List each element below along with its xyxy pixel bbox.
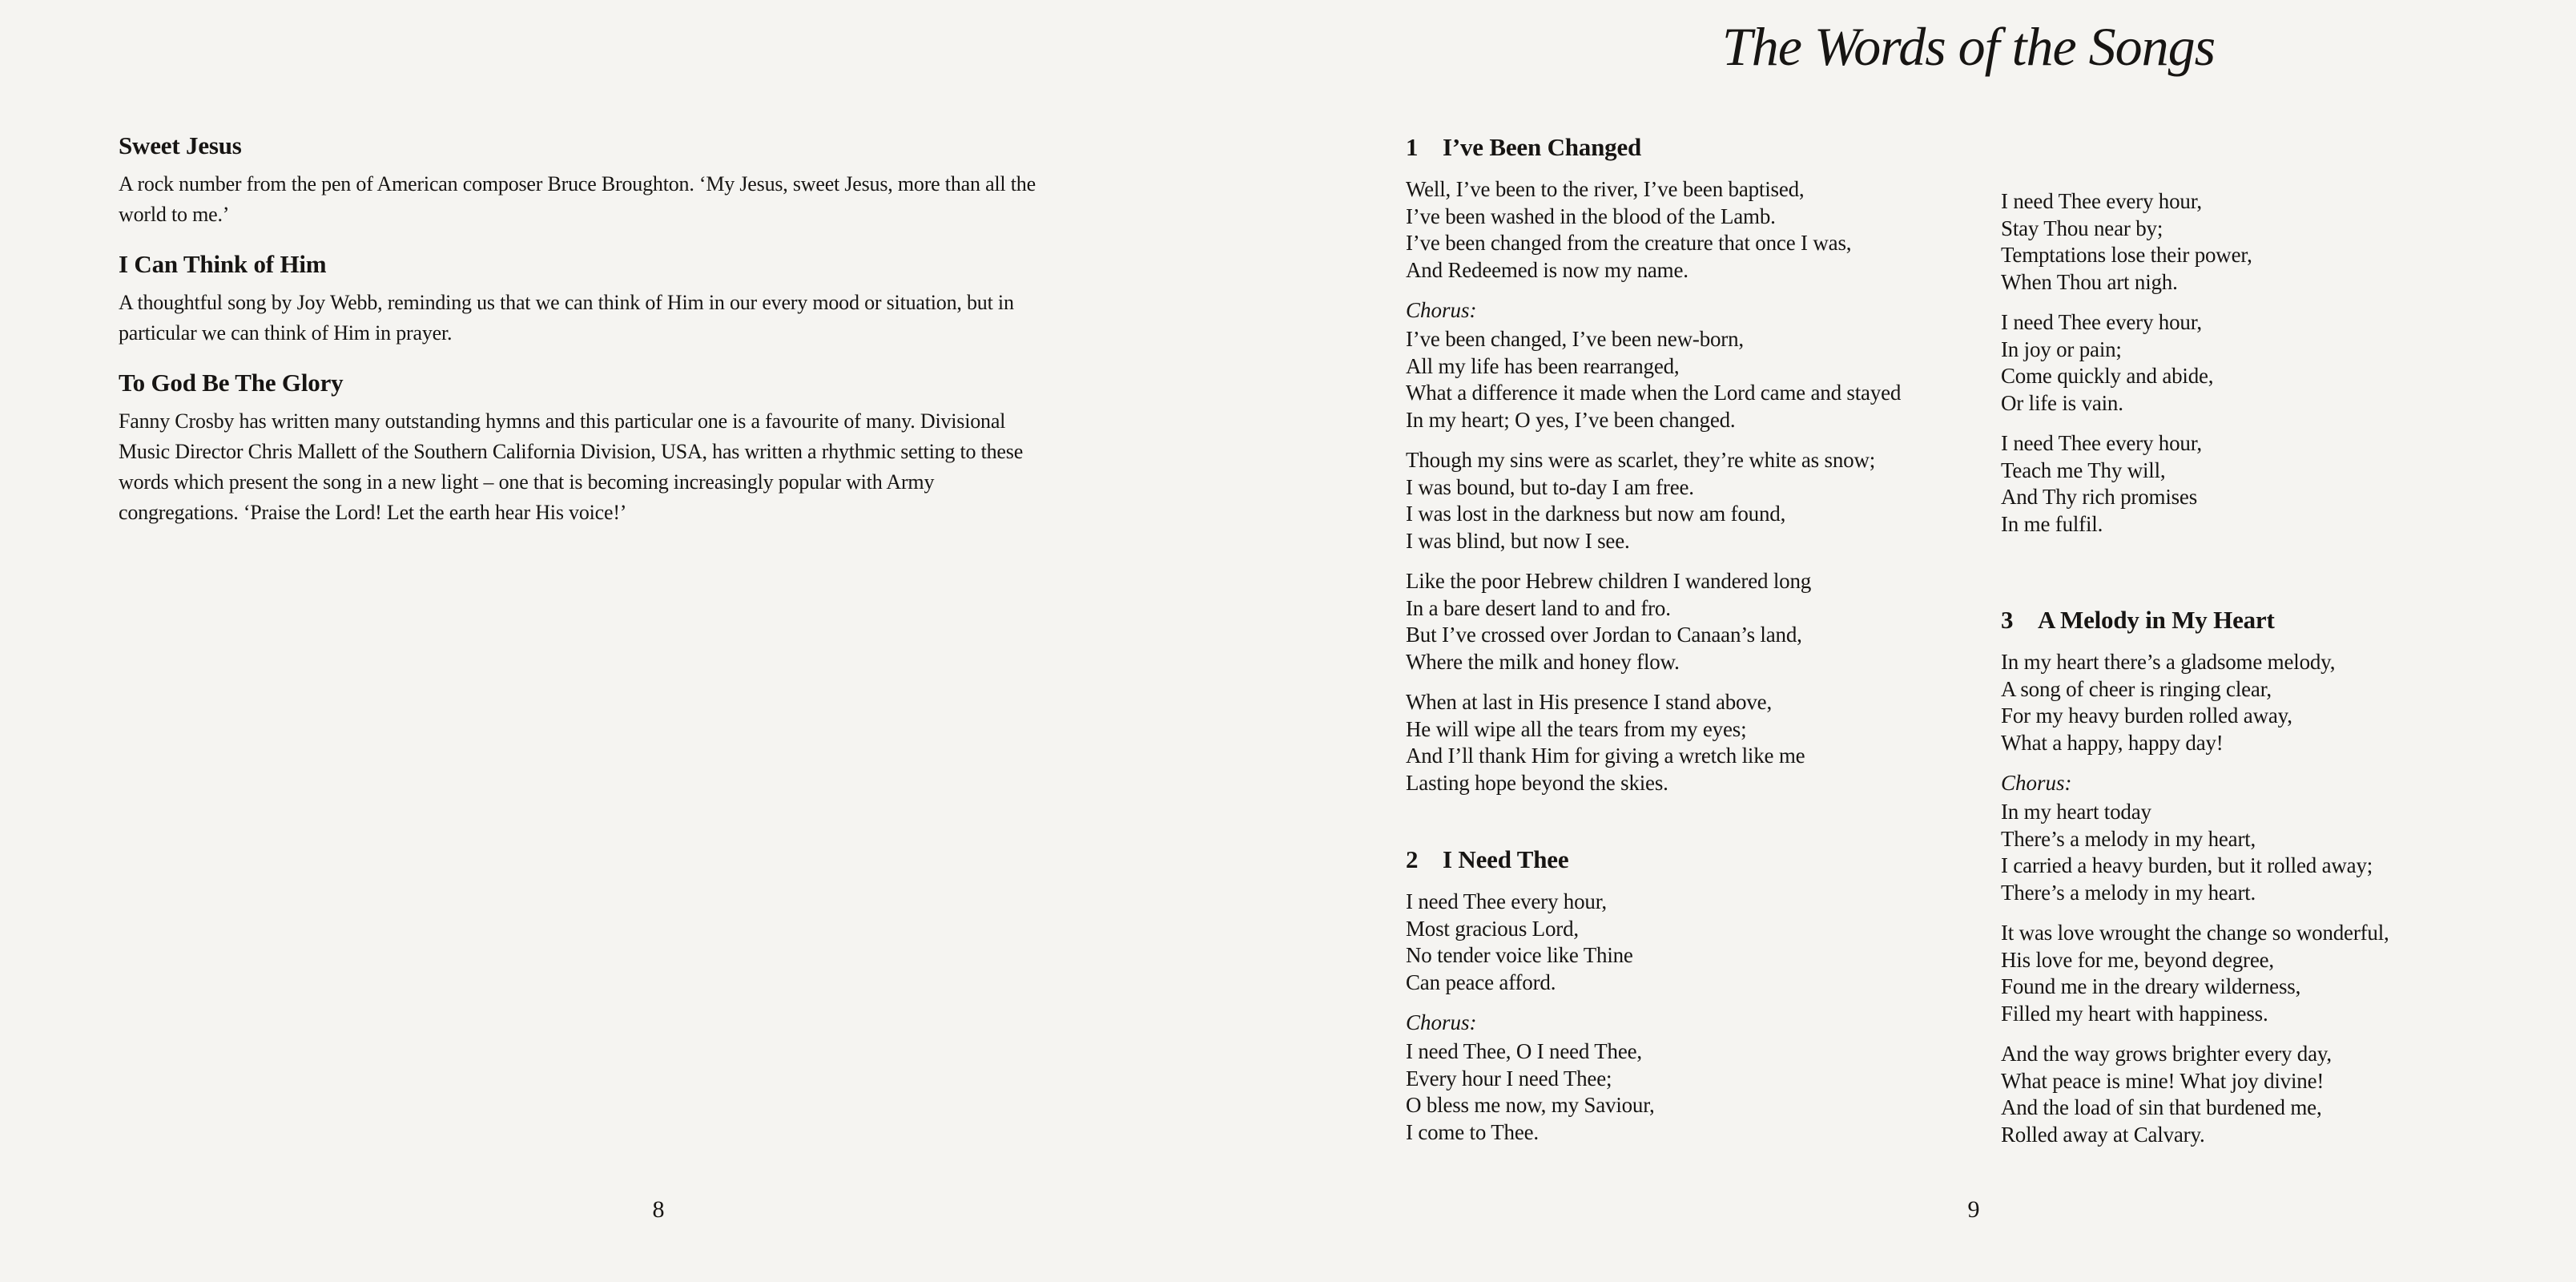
chorus-stanza	[1406, 1038, 1990, 1146]
lyric-line: Can peace afford.	[1406, 970, 1556, 994]
lyric-line: All my life has been rearranged,	[1406, 353, 1680, 378]
description-line: particular we can think of Him in prayer.	[119, 321, 453, 345]
song-description-heading: To God Be The Glory	[119, 369, 344, 397]
verse-stanza	[1406, 568, 1990, 675]
lyric-line: No tender voice like Thine	[1406, 943, 1633, 967]
description-line: words which present the song in a new light – one that is becoming increasingly popular with Army	[119, 470, 935, 494]
lyric-line: Temptations lose their power,	[2001, 243, 2252, 267]
lyric-line: He will wipe all the tears from my eyes;	[1406, 716, 1747, 741]
song-description-heading: I Can Think of Him	[119, 250, 327, 278]
verse-stanza	[2001, 188, 2562, 296]
song-description-heading: Sweet Jesus	[119, 131, 242, 159]
lyric-line: I was lost in the darkness but now am found,	[1406, 502, 1786, 526]
page-number-left: 8	[652, 1196, 665, 1223]
lyric-line: And the way grows brighter every day,	[2001, 1042, 2332, 1066]
lyric-line: I’ve been changed, I’ve been new-born,	[1406, 327, 1744, 351]
lyric-line: Or life is vain.	[2001, 390, 2123, 415]
song-descriptions	[119, 131, 1256, 528]
chorus-label: Chorus:	[1406, 298, 1477, 322]
description-line: congregations. ‘Praise the Lord! Let the earth hear His voice!’	[119, 501, 627, 524]
lyric-line: I carried a heavy burden, but it rolled away;	[2001, 853, 2373, 877]
lyric-line: In my heart today	[2001, 800, 2151, 824]
lyric-line: Stay Thou near by;	[2001, 216, 2163, 240]
chorus-label: Chorus:	[2001, 771, 2072, 795]
chorus-stanza	[1406, 326, 1990, 433]
lyric-line: What a difference it made when the Lord came and stayed	[1406, 381, 1902, 405]
description-line: A thoughtful song by Joy Webb, reminding us that we can think of Him in our every mood or situation, but in	[119, 291, 1014, 314]
lyric-line: O bless me now, my Saviour,	[1406, 1093, 1655, 1117]
lyric-line: For my heavy burden rolled away,	[2001, 703, 2292, 728]
lyric-line: Filled my heart with happiness.	[2001, 1001, 2268, 1026]
lyric-line: What a happy, happy day!	[2001, 730, 2224, 755]
verse-stanza	[1406, 889, 1990, 996]
description-line: Fanny Crosby has written many outstanding hymns and this particular one is a favourite of many. Divisional	[119, 409, 1006, 433]
song-number: 3	[2001, 606, 2014, 634]
lyric-line: I come to Thee.	[1406, 1119, 1539, 1144]
lyric-line: A song of cheer is ringing clear,	[2001, 676, 2272, 701]
lyric-line: In my heart; O yes, I’ve been changed.	[1406, 407, 1736, 432]
lyric-line: I need Thee every hour,	[1406, 889, 1607, 913]
lyrics-column-1	[1406, 132, 1990, 1146]
song-heading	[1406, 132, 1990, 163]
description-line: Music Director Chris Mallett of the Southern California Division, USA, has written a rhythmic setting to these	[119, 440, 1024, 463]
lyric-line: And I’ll thank Him for giving a wretch like me	[1406, 744, 1805, 768]
lyric-line: Like the poor Hebrew children I wandered long	[1406, 569, 1812, 593]
verse-stanza	[2001, 1041, 2562, 1148]
lyric-line: I’ve been changed from the creature that once I was,	[1406, 231, 1852, 255]
verse-stanza	[1406, 176, 1990, 284]
song-title: I Need Thee	[1443, 845, 1569, 873]
lyric-line: Most gracious Lord,	[1406, 916, 1579, 941]
lyric-line: But I’ve crossed over Jordan to Canaan’s land,	[1406, 623, 1802, 647]
lyric-line: Though my sins were as scarlet, they’re white as snow;	[1406, 448, 1876, 472]
lyric-line: I was bound, but to-day I am free.	[1406, 474, 1694, 499]
lyric-line: And the load of sin that burdened me,	[2001, 1095, 2322, 1119]
lyric-line: Teach me Thy will,	[2001, 458, 2166, 482]
lyric-line: Found me in the dreary wilderness,	[2001, 974, 2301, 998]
chorus-stanza	[2001, 799, 2562, 906]
lyric-line: In a bare desert land to and fro.	[1406, 595, 1671, 620]
lyric-line: Lasting hope beyond the skies.	[1406, 770, 1668, 795]
lyric-line: His love for me, beyond degree,	[2001, 947, 2274, 972]
lyric-line: Rolled away at Calvary.	[2001, 1122, 2205, 1147]
song-heading	[1406, 845, 1990, 875]
page-title: The Words of the Songs	[1721, 16, 2216, 77]
description-section	[119, 131, 1256, 230]
verse-stanza	[1406, 447, 1990, 554]
song-heading	[2001, 605, 2562, 635]
description-line: A rock number from the pen of American composer Bruce Broughton. ‘My Jesus, sweet Jesus, more than all the	[119, 172, 1036, 196]
lyric-line: It was love wrought the change so wonderful,	[2001, 921, 2389, 945]
lyric-line: I’ve been washed in the blood of the Lamb.	[1406, 204, 1776, 228]
lyric-line: Where the milk and honey flow.	[1406, 649, 1680, 674]
lyric-line: I need Thee every hour,	[2001, 189, 2202, 213]
lyric-line: Come quickly and abide,	[2001, 364, 2214, 388]
lyric-line: I need Thee, O I need Thee,	[1406, 1039, 1642, 1063]
song-number: 2	[1406, 845, 1419, 873]
lyric-line: I was blind, but now I see.	[1406, 528, 1630, 553]
song-number: 1	[1406, 133, 1419, 161]
lyric-line: Every hour I need Thee;	[1406, 1066, 1612, 1091]
lyric-line: In me fulfil.	[2001, 511, 2103, 536]
lyric-line: When at last in His presence I stand above,	[1406, 690, 1772, 714]
verse-stanza	[1406, 689, 1990, 796]
lyric-line: There’s a melody in my heart,	[2001, 826, 2256, 851]
lyric-line: When Thou art nigh.	[2001, 269, 2178, 294]
description-section	[119, 249, 1256, 349]
song-title: A Melody in My Heart	[2038, 606, 2275, 634]
song-title: I’ve Been Changed	[1443, 133, 1642, 161]
page-number-right: 9	[1967, 1196, 1980, 1223]
lyric-line: In joy or pain;	[2001, 337, 2122, 361]
lyric-line: What peace is mine! What joy divine!	[2001, 1068, 2324, 1093]
lyric-line: I need Thee every hour,	[2001, 310, 2202, 334]
verse-stanza	[2001, 309, 2562, 417]
page-left	[119, 131, 1256, 528]
lyric-line: There’s a melody in my heart.	[2001, 880, 2256, 905]
description-line: world to me.’	[119, 203, 230, 226]
lyric-line: In my heart there’s a gladsome melody,	[2001, 650, 2336, 674]
lyric-line: And Thy rich promises	[2001, 485, 2198, 509]
verse-stanza	[2001, 649, 2562, 756]
description-section	[119, 368, 1256, 528]
lyric-line: Well, I’ve been to the river, I’ve been baptised,	[1406, 177, 1805, 201]
lyric-line: I need Thee every hour,	[2001, 431, 2202, 455]
chorus-label: Chorus:	[1406, 1010, 1477, 1034]
lyrics-column-2	[2001, 175, 2562, 1148]
verse-stanza	[2001, 920, 2562, 1027]
lyric-line: And Redeemed is now my name.	[1406, 257, 1688, 282]
verse-stanza	[2001, 430, 2562, 538]
